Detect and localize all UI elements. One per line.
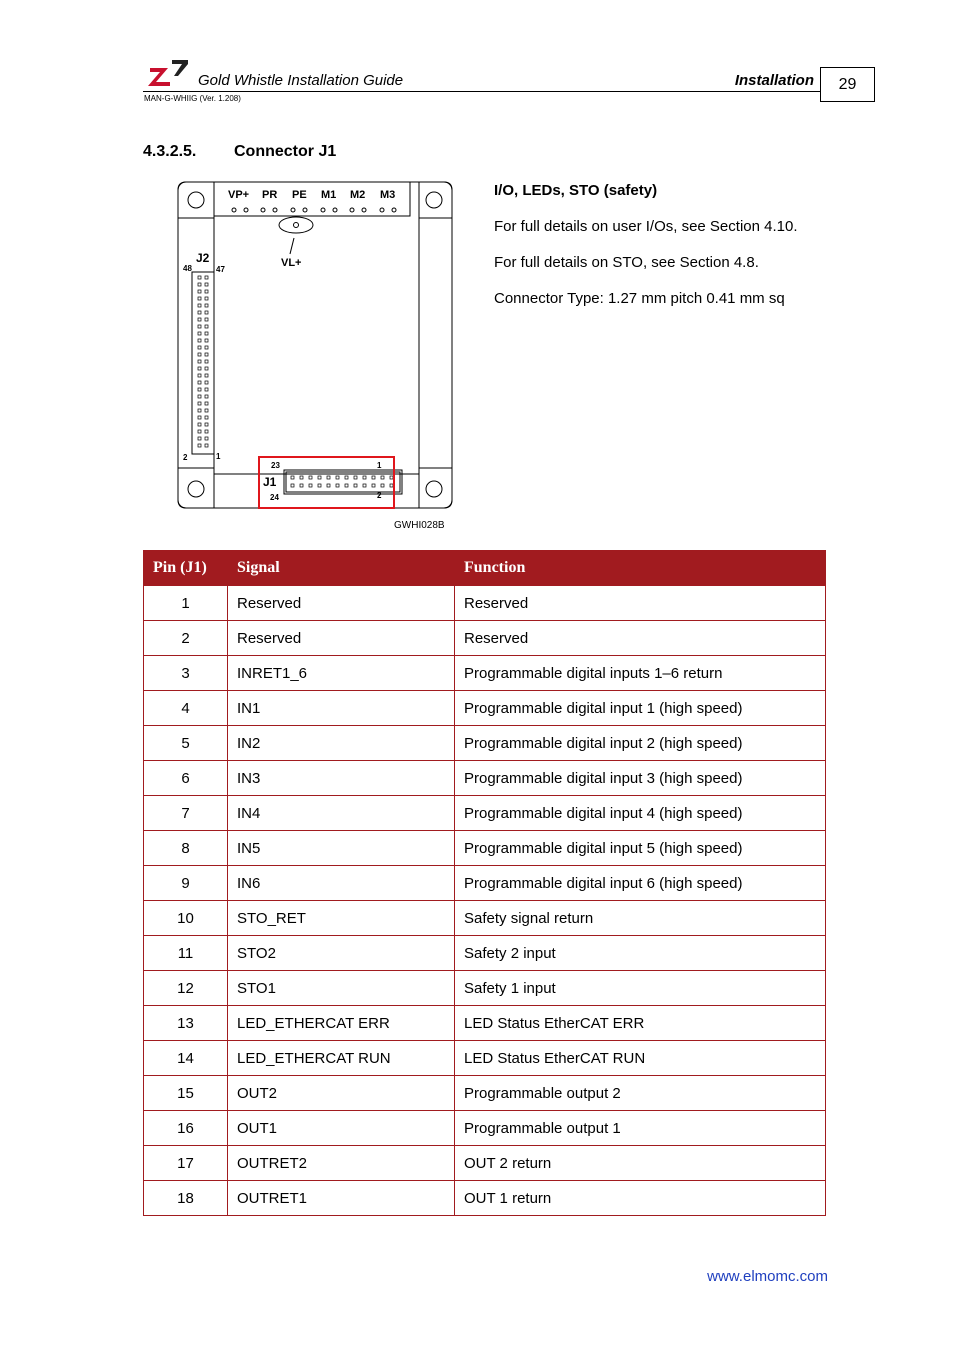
figure-code: GWHI028B	[394, 520, 445, 531]
vl-pin	[279, 217, 313, 233]
footer-website-link[interactable]: www.elmomc.com	[707, 1268, 828, 1285]
signal-cell: Reserved	[228, 621, 455, 656]
signal-cell: STO1	[228, 971, 455, 1006]
table-row	[144, 726, 826, 761]
label-j2-1: 1	[216, 452, 221, 461]
function-cell: Reserved	[455, 621, 826, 656]
table-row	[144, 656, 826, 691]
description-connector-type: Connector Type: 1.27 mm pitch 0.41 mm sq	[494, 290, 785, 307]
table-row	[144, 621, 826, 656]
signal-cell: STO2	[228, 936, 455, 971]
function-cell: Programmable digital input 5 (high speed)	[455, 831, 826, 866]
table-row	[144, 691, 826, 726]
pin-cell: 17	[144, 1146, 228, 1181]
pin-cell: 1	[144, 586, 228, 621]
signal-cell: OUT1	[228, 1111, 455, 1146]
signal-cell: LED_ETHERCAT ERR	[228, 1006, 455, 1041]
description-sto-ref: For full details on STO, see Section 4.8.	[494, 254, 759, 271]
signal-cell: IN2	[228, 726, 455, 761]
function-cell: Safety signal return	[455, 901, 826, 936]
table-row	[144, 971, 826, 1006]
function-cell: Programmable output 1	[455, 1111, 826, 1146]
pin-cell: 2	[144, 621, 228, 656]
label-vl: VL+	[281, 257, 302, 269]
label-pe: PE	[292, 189, 307, 201]
section-heading	[143, 143, 336, 161]
signal-cell: STO_RET	[228, 901, 455, 936]
table-row	[144, 1076, 826, 1111]
pin-cell: 15	[144, 1076, 228, 1111]
document-code: MAN-G-WHIIG (Ver. 1.208)	[144, 94, 241, 103]
function-cell: Programmable output 2	[455, 1076, 826, 1111]
table-row	[144, 1146, 826, 1181]
signal-cell: LED_ETHERCAT RUN	[228, 1041, 455, 1076]
signal-cell: Reserved	[228, 586, 455, 621]
table-row	[144, 1111, 826, 1146]
table-row	[144, 761, 826, 796]
signal-cell: OUTRET2	[228, 1146, 455, 1181]
mount-hole-tr	[426, 192, 442, 208]
document-title: Gold Whistle Installation Guide	[198, 72, 404, 89]
label-j1-24: 24	[270, 493, 279, 502]
mount-hole-bl	[188, 481, 204, 497]
table-row	[144, 831, 826, 866]
label-j2-47: 47	[216, 265, 225, 274]
label-vp: VP+	[228, 189, 250, 201]
elmo-logo-icon	[148, 58, 190, 88]
description-io-ref: For full details on user I/Os, see Section 4.10.	[494, 218, 798, 235]
signal-cell: IN1	[228, 691, 455, 726]
table-row	[144, 796, 826, 831]
signal-cell: OUT2	[228, 1076, 455, 1111]
label-m1: M1	[321, 189, 337, 201]
description-heading: I/O, LEDs, STO (safety)	[494, 182, 658, 199]
label-j1: J1	[263, 475, 277, 489]
function-cell: LED Status EtherCAT RUN	[455, 1041, 826, 1076]
section-title: Connector J1	[234, 143, 337, 160]
label-j2-2: 2	[183, 453, 188, 462]
function-cell: Programmable digital input 2 (high speed)	[455, 726, 826, 761]
table-row	[144, 1181, 826, 1216]
j2-pin-grid	[198, 276, 208, 447]
pin-cell: 6	[144, 761, 228, 796]
function-cell: Safety 2 input	[455, 936, 826, 971]
table-row	[144, 1006, 826, 1041]
function-cell: LED Status EtherCAT ERR	[455, 1006, 826, 1041]
function-cell: Safety 1 input	[455, 971, 826, 1006]
col-signal-header: Signal	[228, 551, 455, 586]
table-row	[144, 586, 826, 621]
pin-cell: 11	[144, 936, 228, 971]
pin-cell: 12	[144, 971, 228, 1006]
header-divider	[143, 91, 820, 92]
j2-connector	[192, 272, 214, 454]
signal-cell: OUTRET1	[228, 1181, 455, 1216]
col-pin-header: Pin (J1)	[144, 551, 228, 586]
top-pin-row	[232, 208, 396, 212]
function-cell: Programmable digital input 4 (high speed)	[455, 796, 826, 831]
function-cell: OUT 1 return	[455, 1181, 826, 1216]
signal-cell: INRET1_6	[228, 656, 455, 691]
pin-cell: 18	[144, 1181, 228, 1216]
col-function-header: Function	[455, 551, 826, 586]
pin-cell: 7	[144, 796, 228, 831]
pin-cell: 8	[144, 831, 228, 866]
table-row	[144, 936, 826, 971]
mount-hole-br	[426, 481, 442, 497]
pin-cell: 16	[144, 1111, 228, 1146]
pin-cell: 9	[144, 866, 228, 901]
label-m2: M2	[350, 189, 366, 201]
pin-cell: 4	[144, 691, 228, 726]
mount-hole-tl	[188, 192, 204, 208]
label-j1-1: 1	[377, 461, 382, 470]
pin-cell: 14	[144, 1041, 228, 1076]
pin-cell: 5	[144, 726, 228, 761]
pin-cell: 3	[144, 656, 228, 691]
function-cell: Programmable digital input 3 (high speed)	[455, 761, 826, 796]
table-header-row	[144, 551, 826, 586]
label-j1-2: 2	[377, 491, 382, 500]
label-j1-23: 23	[271, 461, 280, 470]
function-cell: Programmable digital input 1 (high speed)	[455, 691, 826, 726]
section-number: 4.3.2.5.	[143, 143, 197, 160]
signal-cell: IN5	[228, 831, 455, 866]
pin-cell: 13	[144, 1006, 228, 1041]
j1-pin-grid	[291, 476, 393, 487]
board-diagram	[176, 178, 456, 538]
connector-description	[494, 180, 824, 324]
table-row	[144, 866, 826, 901]
pin-table	[143, 550, 826, 1216]
label-pr: PR	[262, 189, 278, 201]
table-row	[144, 901, 826, 936]
label-m3: M3	[380, 189, 396, 201]
signal-cell: IN6	[228, 866, 455, 901]
function-cell: OUT 2 return	[455, 1146, 826, 1181]
label-j2-48: 48	[183, 264, 192, 273]
function-cell: Reserved	[455, 586, 826, 621]
signal-cell: IN3	[228, 761, 455, 796]
page-number: 29	[820, 67, 875, 102]
pin-cell: 10	[144, 901, 228, 936]
label-j2: J2	[196, 251, 210, 265]
function-cell: Programmable digital inputs 1–6 return	[455, 656, 826, 691]
signal-cell: IN4	[228, 796, 455, 831]
table-row	[144, 1041, 826, 1076]
function-cell: Programmable digital input 6 (high speed)	[455, 866, 826, 901]
chapter-name: Installation	[734, 72, 814, 89]
